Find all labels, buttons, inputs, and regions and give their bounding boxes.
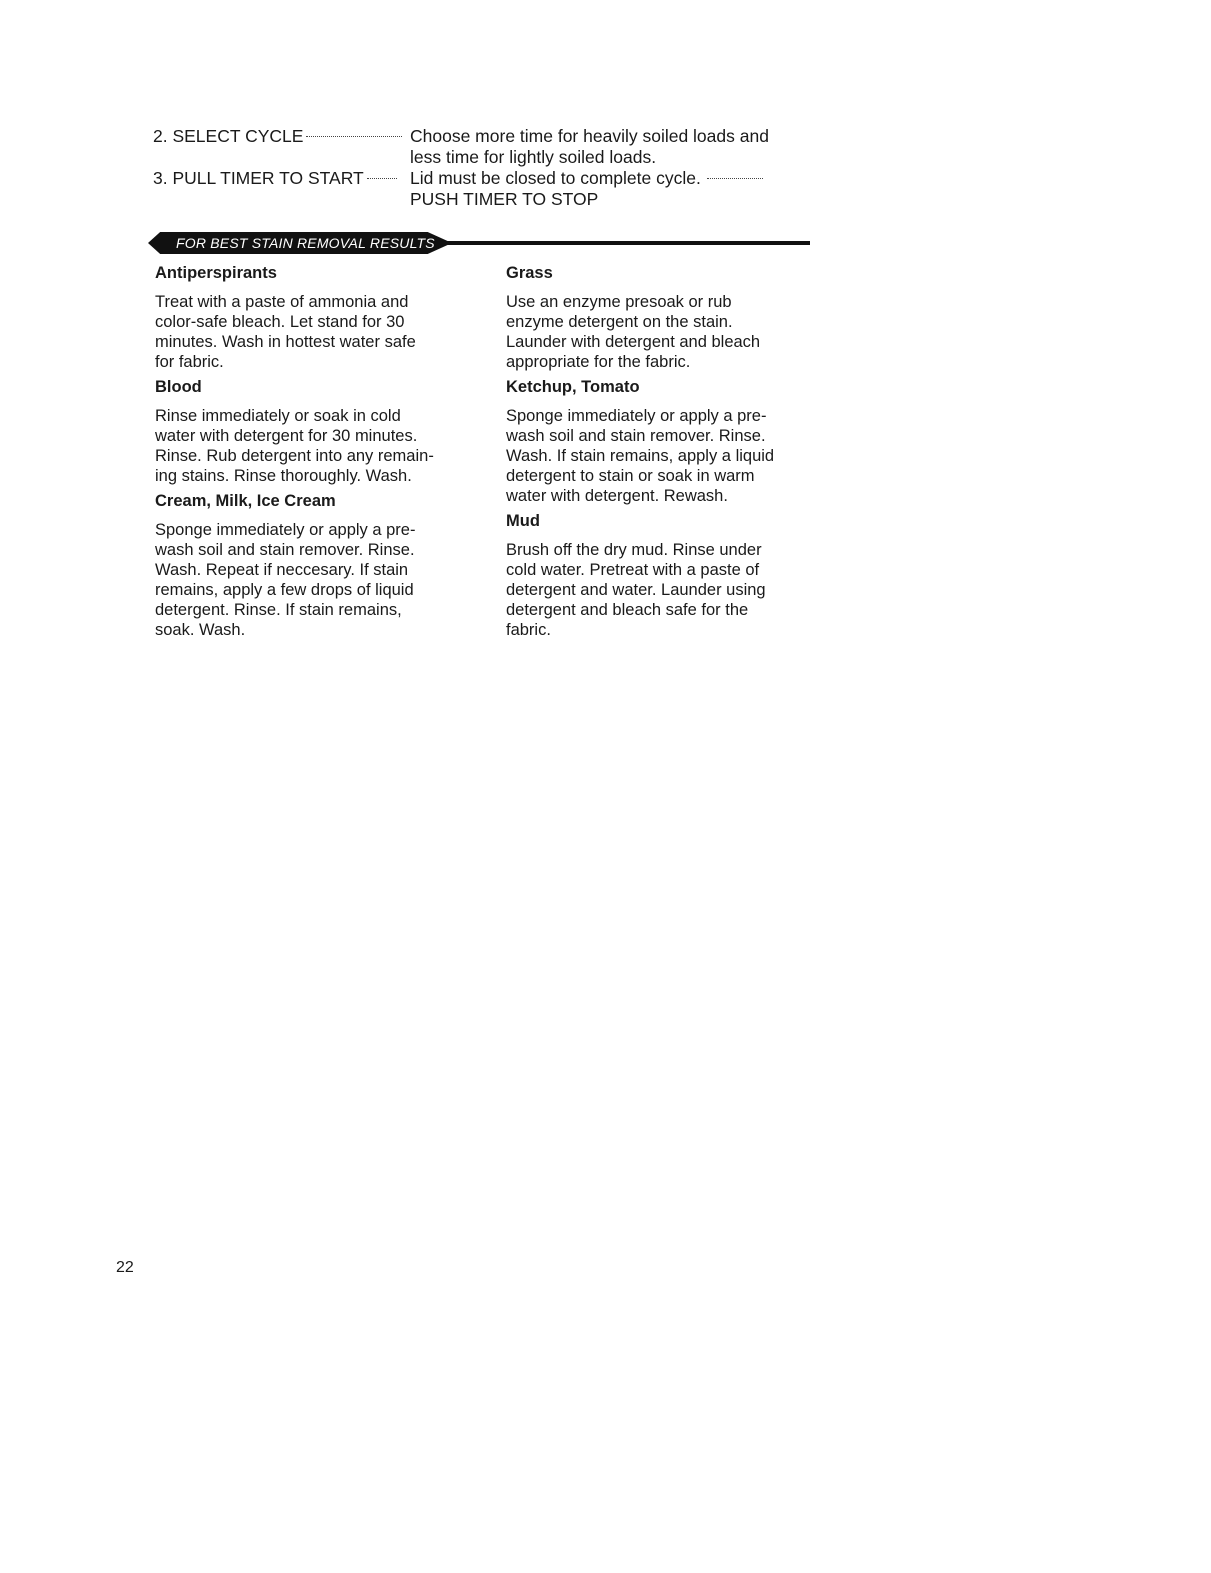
stain-entry-grass [506, 262, 836, 372]
stain-entry-ketchup-tomato [506, 376, 836, 506]
stain-entry-mud [506, 510, 836, 640]
text-line: wash soil and stain remover. Rinse. [155, 541, 415, 559]
step-description [410, 126, 830, 168]
stain-title: Mud [506, 512, 540, 530]
step-label: 3. PULL TIMER TO START [153, 168, 364, 188]
text-line: minutes. Wash in hottest water safe [155, 333, 416, 351]
text-line: Launder with detergent and bleach [506, 333, 761, 351]
step-description-line: Lid must be closed to complete cycle. [410, 168, 701, 188]
text-line: for fabric. [155, 353, 224, 371]
stain-title: Grass [506, 264, 553, 282]
text-line: appropriate for the fabric. [506, 353, 691, 371]
stain-list-right [506, 262, 836, 644]
text-line: ing stains. Rinse thoroughly. Wash. [155, 467, 412, 485]
text-line: Rinse immediately or soak in cold [155, 407, 401, 425]
stain-list-left [155, 262, 485, 644]
step-label: 2. SELECT CYCLE [153, 126, 304, 146]
text-line: Rinse. Rub detergent into any remain- [155, 447, 434, 465]
dotted-leader [367, 178, 397, 179]
text-line: cold water. Pretreat with a paste of [506, 561, 760, 579]
stain-title: Blood [155, 378, 202, 396]
text-line: wash soil and stain remover. Rinse. [506, 427, 766, 445]
step-description-line: less time for lightly soiled loads. [410, 147, 657, 167]
step-description-line: PUSH TIMER TO STOP [410, 189, 599, 209]
text-line: Use an enzyme presoak or rub [506, 293, 732, 311]
text-line: detergent to stain or soak in warm [506, 467, 755, 485]
text-line: Sponge immediately or apply a pre- [155, 521, 416, 539]
stain-instructions [155, 292, 485, 372]
text-line: Brush off the dry mud. Rinse under [506, 541, 762, 559]
text-line: soak. Wash. [155, 621, 246, 639]
step-pull-timer [153, 168, 833, 210]
banner-rule [418, 241, 810, 245]
stain-instructions [506, 540, 836, 640]
text-line: Treat with a paste of ammonia and [155, 293, 409, 311]
stain-instructions [506, 292, 836, 372]
text-line: Wash. Repeat if neccesary. If stain [155, 561, 409, 579]
text-line: detergent and water. Launder using [506, 581, 766, 599]
text-line: enzyme detergent on the stain. [506, 313, 733, 331]
step-select-cycle [153, 126, 833, 168]
text-line: color-safe bleach. Let stand for 30 [155, 313, 405, 331]
stain-title: Antiperspirants [155, 264, 277, 282]
text-line: fabric. [506, 621, 551, 639]
text-line: detergent. Rinse. If stain remains, [155, 601, 402, 619]
text-line: water with detergent for 30 minutes. [155, 427, 418, 445]
dotted-leader [707, 178, 763, 179]
page-number: 22 [116, 1259, 134, 1276]
text-line: remains, apply a few drops of liquid [155, 581, 414, 599]
step-description [410, 168, 830, 210]
dotted-leader [306, 136, 402, 137]
text-line: Sponge immediately or apply a pre- [506, 407, 767, 425]
stain-title: Ketchup, Tomato [506, 378, 640, 396]
stain-instructions [155, 406, 485, 486]
banner-title: FOR BEST STAIN REMOVAL RESULTS [176, 235, 435, 251]
stain-entry-blood [155, 376, 485, 486]
stain-instructions [506, 406, 836, 506]
stain-title: Cream, Milk, Ice Cream [155, 492, 336, 510]
stain-entry-cream-milk [155, 490, 485, 640]
step-description-line: Choose more time for heavily soiled loads and [410, 126, 769, 146]
instruction-steps [153, 126, 833, 210]
section-banner [148, 232, 810, 254]
stain-entry-antiperspirants [155, 262, 485, 372]
text-line: detergent and bleach safe for the [506, 601, 749, 619]
stain-instructions [155, 520, 485, 640]
text-line: water with detergent. Rewash. [506, 487, 728, 505]
text-line: Wash. If stain remains, apply a liquid [506, 447, 775, 465]
